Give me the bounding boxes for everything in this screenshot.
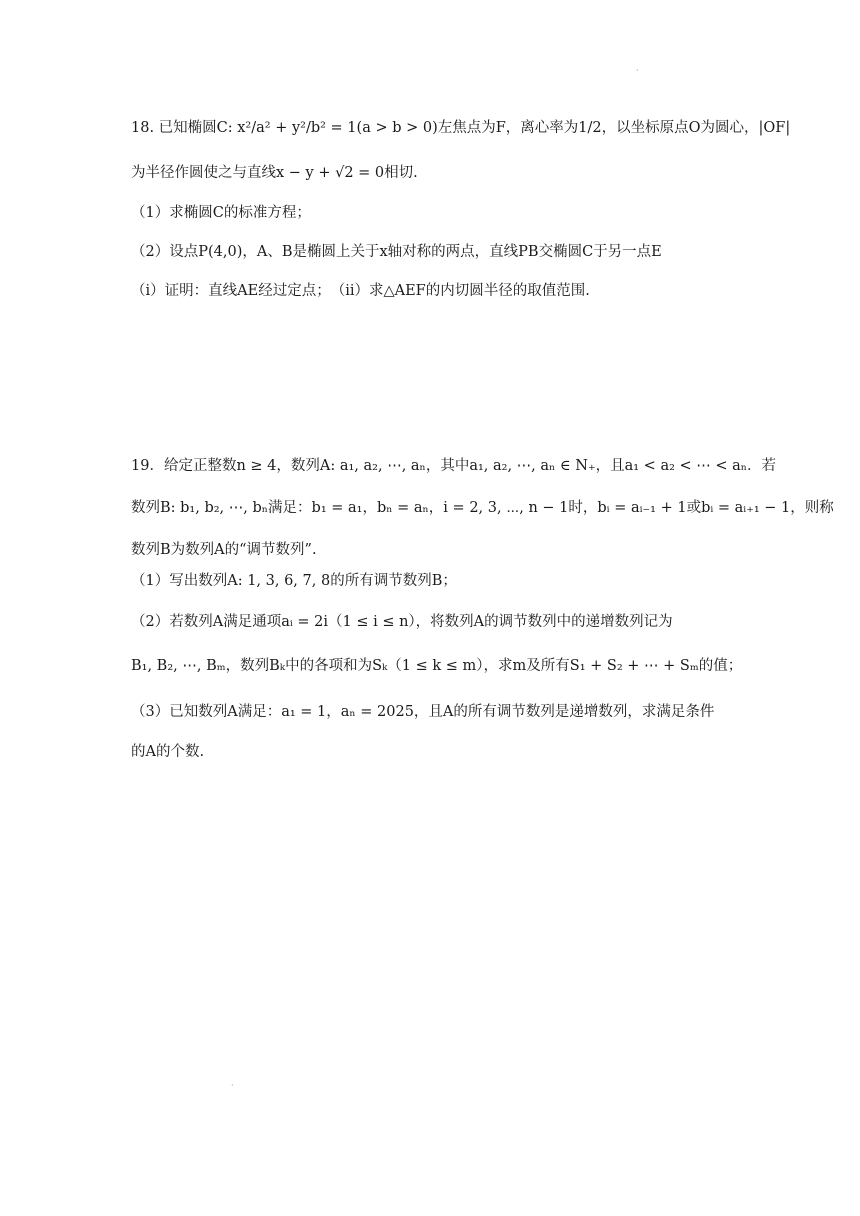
q18-part1: （1）求椭圆C的标准方程；: [131, 205, 311, 221]
page-mark: ·: [636, 66, 639, 75]
q19-part2-line1: （2）若数列A满足通项aᵢ = 2i（1 ≤ i ≤ n），将数列A的调节数列中的递增数列记为: [131, 614, 673, 630]
q19-part3-line2: 的A的个数.: [131, 744, 205, 760]
q19-part3-line1: （3）已知数列A满足：a₁ = 1，aₙ = 2025，且A的所有调节数列是递增数列，求满足条件: [131, 704, 715, 720]
page-mark-bottom: ·: [231, 1081, 234, 1090]
q18-part2: （2）设点P(4,0)，A、B是椭圆上关于x轴对称的两点，直线PB交椭圆C于另一点E: [131, 244, 662, 260]
q18-line1: 18. 已知椭圆C: x²/a² + y²/b² = 1(a > b > 0)左焦点为F，离心率为1/2，以坐标原点O为圆心，|OF|: [131, 120, 791, 136]
q18-part2-sub: （i）证明：直线AE经过定点； （ii）求△AEF的内切圆半径的取值范围.: [131, 283, 590, 299]
q19-line1: 19．给定正整数n ≥ 4，数列A: a₁, a₂, ⋯, aₙ，其中a₁, a₂, ⋯, aₙ ∈ N₊，且a₁ < a₂ < ⋯ < aₙ．若: [131, 458, 777, 474]
q19-part2-line2: B₁, B₂, ⋯, Bₘ，数列Bₖ中的各项和为Sₖ（1 ≤ k ≤ m），求m及所有S₁ + S₂ + ⋯ + Sₘ的值；: [131, 658, 743, 674]
q19-line2: 数列B: b₁, b₂, ⋯, bₙ满足：b₁ = a₁，bₙ = aₙ，i = 2, 3, ⋯, n − 1时，bᵢ = aᵢ₋₁ + 1或bᵢ = aᵢ₊₁ − 1，则称: [131, 500, 834, 516]
q18-line2: 为半径作圆使之与直线x − y + √2 = 0相切.: [131, 165, 418, 181]
q19-line3: 数列B为数列A的“调节数列”.: [131, 542, 317, 558]
q19-part1: （1）写出数列A: 1, 3, 6, 7, 8的所有调节数列B；: [131, 573, 457, 589]
